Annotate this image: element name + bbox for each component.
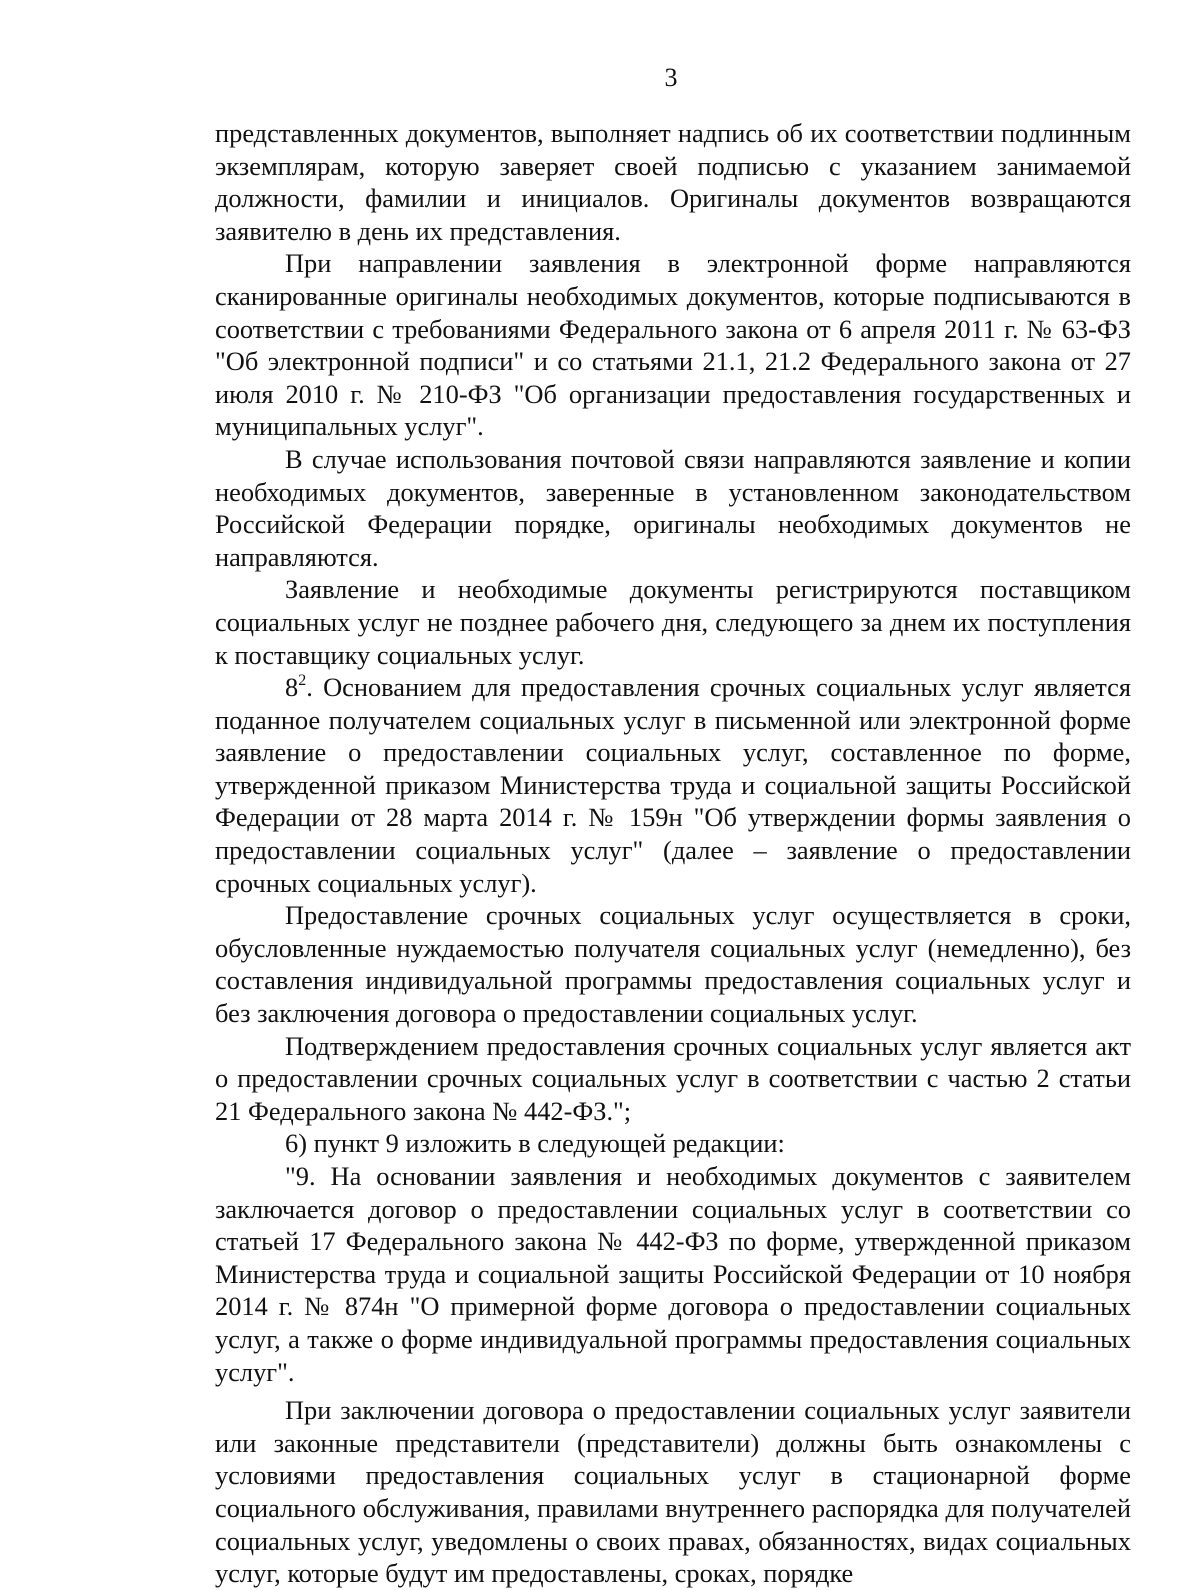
page-number: 3 xyxy=(664,63,678,92)
paragraph-urgent-services-act: Подтверждением предоставления срочных социальных услуг является акт о предоставлении срочных социальных услуг в соответствии с частью 2 статьи 21 Федерального закона № 442-ФЗ."; xyxy=(215,1030,1131,1126)
paragraph-item-8-2 xyxy=(215,671,1131,899)
paragraph-postal-submission: В случае использования почтовой связи направляются заявление и копии необходимых документов, заверенные в установленном законодательством Российской Федерации порядке, оригиналы необходимых документов не направляются. xyxy=(215,443,1131,572)
paragraph-urgent-services-terms: Предоставление срочных социальных услуг осуществляется в сроки, обусловленные нуждаемостью получателя социальных услуг (немедленно), без составления индивидуальной программы предоставления социальных услуг и без заключения договора о предоставлении социальных услуг. xyxy=(215,900,1131,1029)
paragraph-documents-certification: представленных документов, выполняет надпись об их соответствии подлинным экземплярам, которую заверяет своей подписью с указанием занимаемой должности, фамилии и инициалов. Оригиналы документов возвращаются заявителю в день их представления. xyxy=(215,118,1131,246)
paragraph-electronic-submission: При направлении заявления в электронной форме направляются сканированные оригиналы необходимых документов, которые подписываются в соответствии с требованиями Федерального закона от 6 апреля 2011 г. № 63-ФЗ "Об электронной подписи" и со статьями 21.1, 21.2 Федерального закона от 27 июля 2010 г. № 210-ФЗ "Об организации предоставления государственных и муниципальных услуг". xyxy=(215,248,1131,442)
paragraph-contract-conclusion: При заключении договора о предоставлении социальных услуг заявители или законные представители (представители) должны быть ознакомлены с условиями предоставления социальных услуг в стационарной форме социального обслуживания, правилами внутреннего распорядка для получателей социальных услуг, уведомлены о своих правах, обязанностях, видах социальных услуг, которые будут им предоставлены, сроках, порядке xyxy=(215,1395,1131,1589)
paragraph-amendment-item-6: 6) пункт 9 изложить в следующей редакции: xyxy=(285,1128,785,1159)
item-8-2-text: . Основанием для предоставления срочных социальных услуг является поданное получателем социальных услуг в письменной или электронной форме заявление о предоставлении социальных услуг, составленное по форме, утвержденной приказом Министерства труда и социальной защиты Российской Федерации от 28 марта 2014 г. № 159н "Об утверждении формы заявления о предоставлении социальных услуг" (далее – заявление о предоставлении срочных социальных услуг). xyxy=(215,672,1131,898)
item-number-base: 8 xyxy=(285,672,299,703)
paragraph-registration: Заявление и необходимые документы регистрируются поставщиком социальных услуг не позднее рабочего дня, следующего за днем их поступления к поставщику социальных услуг. xyxy=(215,574,1131,670)
item-number-superscript: 2 xyxy=(298,672,307,690)
paragraph-item-9: "9. На основании заявления и необходимых документов с заявителем заключается договор о предоставлении социальных услуг в соответствии со статьей 17 Федерального закона № 442-ФЗ по форме, утвержденной приказом Министерства труда и социальной защиты Российской Федерации от 10 ноября 2014 г. № 874н "О примерной форме договора о предоставлении социальных услуг, а также о форме индивидуальной программы предоставления социальных услуг". xyxy=(215,1161,1131,1387)
document-body xyxy=(215,117,1131,1590)
